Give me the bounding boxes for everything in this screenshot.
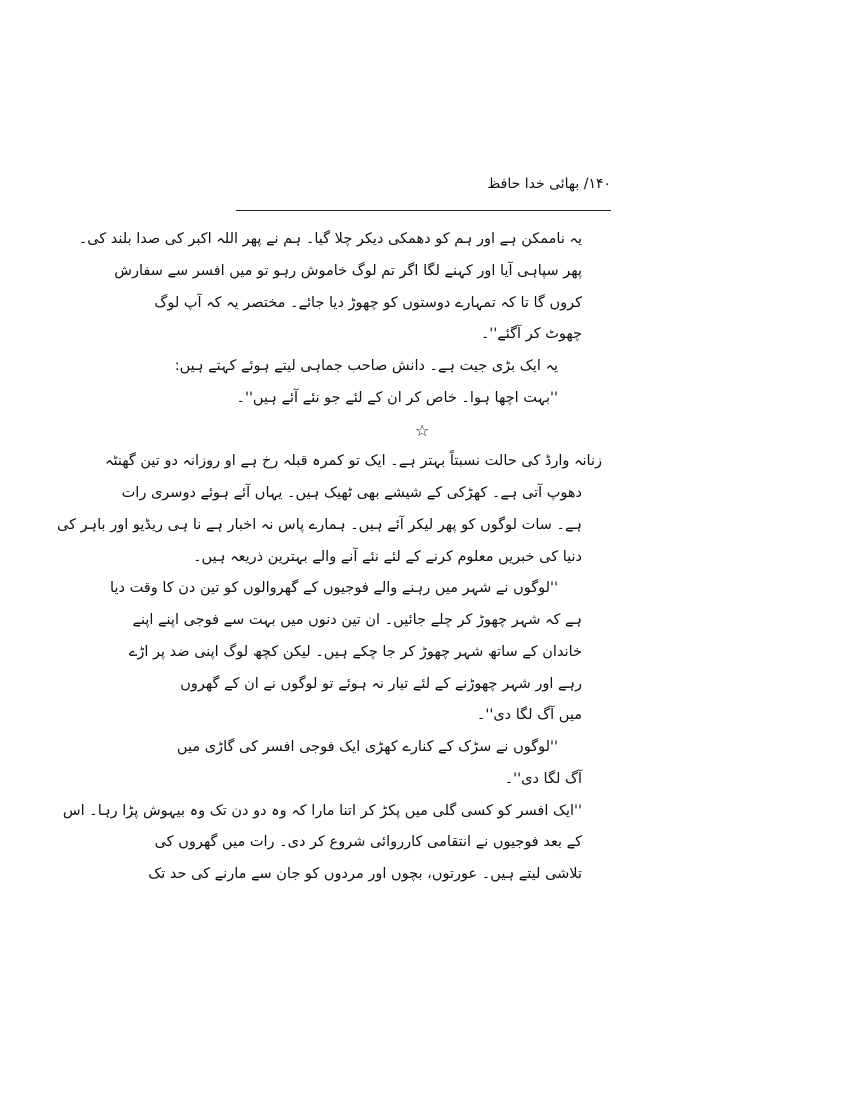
text-line: چھوٹ کر آگئے''۔ — [480, 326, 582, 343]
text-line: دنیا کی خبریں معلوم کرنے کے لئے نئے آنے والے بہترین ذریعہ ہیں۔ — [193, 548, 582, 565]
text-line: زنانہ وارڈ کی حالت نسبتاً بہتر ہے۔ ایک تو کمرہ قبلہ رخ ہے او روزانہ دو تین گھنٹہ — [104, 453, 602, 470]
text-line: ''بہت اچھا ہوا۔ خاص کر ان کے لئے جو نئے آئے ہیں''۔ — [236, 389, 558, 406]
text-line: رہے اور شہر چھوڑنے کے لئے تیار نہ ہوئے تو لوگوں نے ان کے گھروں — [180, 675, 582, 692]
text-line: تلاشی لیتے ہیں۔ عورتوں، بچوں اور مردوں کو جان سے مارنے کی حد تک — [148, 866, 582, 882]
text-line: ہے کہ شہر چھوڑ کر چلے جائیں۔ ان تین دنوں میں بہت سے فوجی اپنے اپنے — [132, 612, 582, 628]
text-body — [57, 224, 602, 891]
text-line: خاندان کے ساتھ شہر چھوڑ کر جا چکے ہیں۔ لیکن کچھ لوگ اپنی ضد پر اڑے — [128, 643, 582, 660]
text-line: دھوپ آتی ہے۔ کھڑکی کے شیشے بھی ٹھیک ہیں۔ یہاں آئے ہوئے دوسری رات — [121, 485, 582, 501]
text-line: یہ ایک بڑی جیت ہے۔ دانش صاحب جماہی لیتے ہوئے کہتے ہیں: — [174, 358, 558, 374]
text-line: یہ ناممکن ہے اور ہم کو دھمکی دیکر چلا گیا۔ ہم نے پھر اللہ اکبر کی صدا بلند کی۔ — [78, 231, 582, 247]
text-line: ہے۔ سات لوگوں کو پھر لیکر آئے ہیں۔ ہمارے پاس نہ اخبار ہے نا ہی ریڈیو اور باہر کی — [57, 516, 582, 533]
text-line: ''لوگوں نے شہر میں رہنے والے فوجیوں کے گھروالوں کو تین دن کا وقت دیا — [110, 580, 558, 597]
text-line: کے بعد فوجیوں نے انتقامی کارروائی شروع کر دی۔ رات میں گھروں کی — [154, 834, 582, 851]
text-line: ''ایک افسر کو کسی گلی میں پکڑ کر اتنا مارا کہ وہ دو دن تک وہ بیہوش پڑا رہا۔ اس — [62, 802, 582, 819]
text-line: کروں گا تا کہ تمہارے دوستوں کو چھوڑ دیا جائے۔ مختصر یہ کہ آپ لوگ — [154, 294, 582, 311]
section-divider-star-icon: ☆ — [414, 420, 430, 440]
running-header — [236, 168, 611, 211]
text-line: ''لوگوں نے سڑک کے کنارے کھڑی ایک فوجی افسر کی گاڑی میں — [176, 739, 558, 755]
text-line: آگ لگا دی''۔ — [504, 770, 582, 787]
text-line: پھر سپاہی آیا اور کہنے لگا اگر تم لوگ خاموش رہو تو میں افسر سے سفارش — [114, 262, 582, 279]
text-line: میں آگ لگا دی''۔ — [476, 707, 582, 724]
page-header-title: ۱۴۰/ بھائی خدا حافظ — [487, 176, 611, 192]
